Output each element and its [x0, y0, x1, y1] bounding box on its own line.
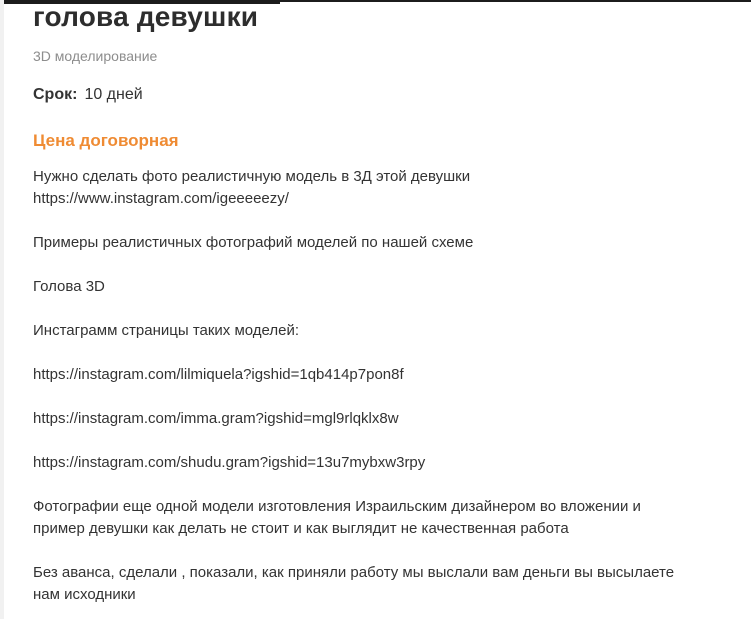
description-line: Нужно сделать фото реалистичную модель в 3Д этой девушки: [33, 168, 471, 185]
description-url-line: https://instagram.com/shudu.gram?igshid=13u7mybxw3rpy: [33, 454, 426, 471]
description-paragraph: [33, 232, 721, 254]
description-paragraph: [33, 320, 721, 342]
project-price: Цена договорная: [33, 131, 179, 150]
description-line: Голова 3D: [33, 278, 105, 295]
project-term: [33, 85, 721, 105]
description-paragraph: [33, 562, 721, 606]
project-category: 3D моделирование: [33, 48, 158, 64]
description-line: Инстаграмм страницы таких моделей:: [33, 322, 300, 339]
description-line: нам исходники: [33, 586, 136, 603]
project-description: [33, 166, 721, 606]
project-card: [4, 0, 751, 628]
description-paragraph: [33, 408, 721, 430]
description-line: Примеры реалистичных фотографий моделей по нашей схеме: [33, 234, 474, 251]
description-line: пример девушки как делать не стоит и как выглядит не качественная работа: [33, 520, 569, 537]
description-url-line: https://www.instagram.com/igeeeeezy/: [33, 190, 289, 207]
description-paragraph: [33, 364, 721, 386]
description-paragraph: [33, 166, 721, 210]
description-paragraph: [33, 276, 721, 298]
description-url-line: https://instagram.com/lilmiquela?igshid=1qb414p7pon8f: [33, 366, 404, 383]
description-line: Без аванса, сделали , показали, как приняли работу мы выслали вам деньги вы высылаете: [33, 564, 675, 581]
description-paragraph: [33, 452, 721, 474]
term-value: 10 дней: [84, 86, 143, 103]
page-title: голова девушки: [33, 1, 259, 32]
term-label: Срок:: [33, 86, 78, 103]
description-url-line: https://instagram.com/imma.gram?igshid=mgl9rlqklx8w: [33, 410, 399, 427]
description-line: Фотографии еще одной модели изготовления Израильским дизайнером во вложении и: [33, 498, 641, 515]
description-paragraph: [33, 496, 721, 540]
